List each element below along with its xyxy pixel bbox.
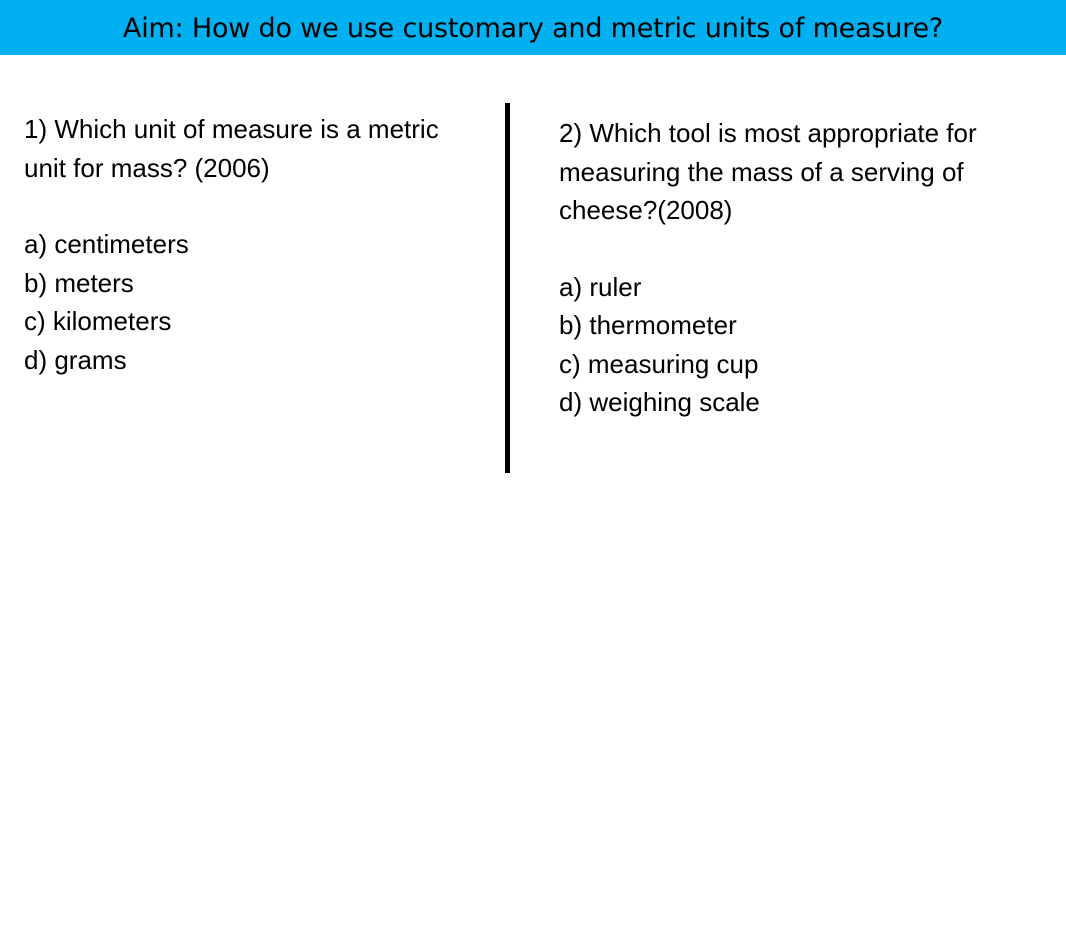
question-1-prompt: 1) Which unit of measure is a metric unit for mass? (2006) bbox=[24, 114, 439, 183]
question-2-option-d: d) weighing scale bbox=[559, 387, 760, 417]
page-title: Aim: How do we use customary and metric units of measure? bbox=[122, 13, 944, 44]
question-1 bbox=[24, 110, 464, 379]
question-2 bbox=[559, 114, 1019, 422]
question-1-option-a: a) centimeters bbox=[24, 229, 189, 259]
question-2-options bbox=[559, 268, 1019, 422]
question-1-options bbox=[24, 225, 464, 379]
title-bar bbox=[0, 0, 1066, 55]
question-2-prompt: 2) Which tool is most appropriate for measuring the mass of a serving of cheese?(2008) bbox=[559, 118, 977, 225]
question-2-option-a: a) ruler bbox=[559, 271, 642, 302]
column-divider bbox=[505, 103, 510, 473]
question-2-option-c: c) measuring cup bbox=[559, 348, 759, 379]
question-2-option-b: b) thermometer bbox=[559, 310, 737, 340]
question-1-option-c: c) kilometers bbox=[24, 306, 172, 336]
question-1-option-b: b) meters bbox=[24, 267, 134, 298]
question-1-option-d: d) grams bbox=[24, 344, 127, 375]
